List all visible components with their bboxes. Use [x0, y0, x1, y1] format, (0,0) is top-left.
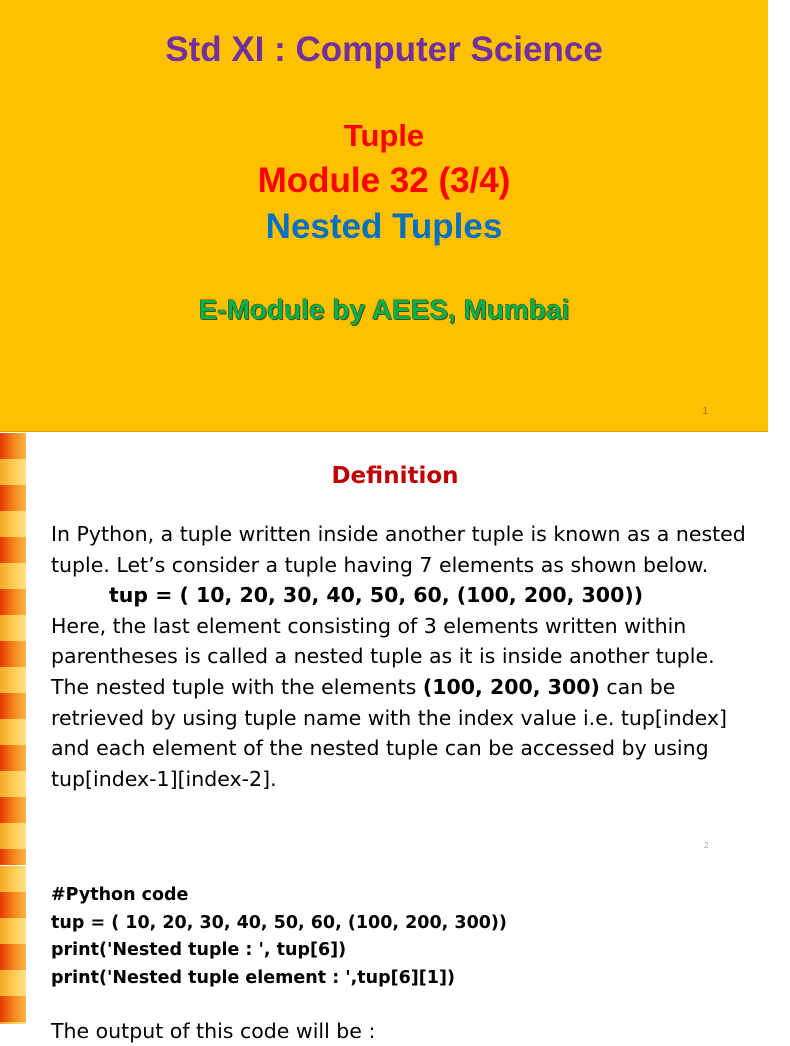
output-intro-text: The output of this code will be :: [51, 1019, 376, 1043]
paragraph-explanation: Here, the last element consisting of 3 elements written within parentheses is called a nested tuple as it is inside another tuple. The nested tuple with the elements (100, 200, 300) can be retrieved by using tuple name with the index value i.e. tup[index] and each element of the nested tuple can be accessed by using tup[index-1][index-2].: [51, 613, 727, 791]
subject-title: Std XI : Computer Science: [165, 30, 603, 69]
author-line: E-Module by AEES, Mumbai: [198, 294, 570, 325]
code-line: print('Nested tuple element : ',tup[6][1]): [51, 967, 455, 988]
python-code-block: [51, 882, 507, 992]
code-line: print('Nested tuple : ', tup[6]): [51, 940, 347, 960]
definition-body: [51, 519, 751, 794]
slide-3: [0, 866, 768, 1043]
slide-1: [0, 0, 768, 432]
subtopic-title: Nested Tuples: [265, 207, 503, 246]
paragraph-intro: In Python, a tuple written inside another tuple is known as a nested tuple. Let’s consider a tuple having 7 elements as shown below.: [51, 522, 746, 577]
code-example: tup = ( 10, 20, 30, 40, 50, 60, (100, 200, 300)): [109, 583, 644, 608]
topic-title: Tuple: [343, 118, 425, 153]
code-line: tup = ( 10, 20, 30, 40, 50, 60, (100, 200, 300)): [51, 912, 507, 933]
module-title: Module 32 (3/4): [257, 161, 511, 200]
decorative-stripe: [0, 433, 26, 865]
code-line: #Python code: [51, 885, 189, 905]
slide-number: 1: [702, 406, 708, 417]
nested-tuple-elements: (100, 200, 300): [422, 674, 600, 699]
slide-number: 2: [704, 841, 709, 850]
definition-heading: Definition: [331, 463, 459, 489]
slide-2: [0, 433, 768, 865]
decorative-stripe: [0, 866, 26, 1024]
